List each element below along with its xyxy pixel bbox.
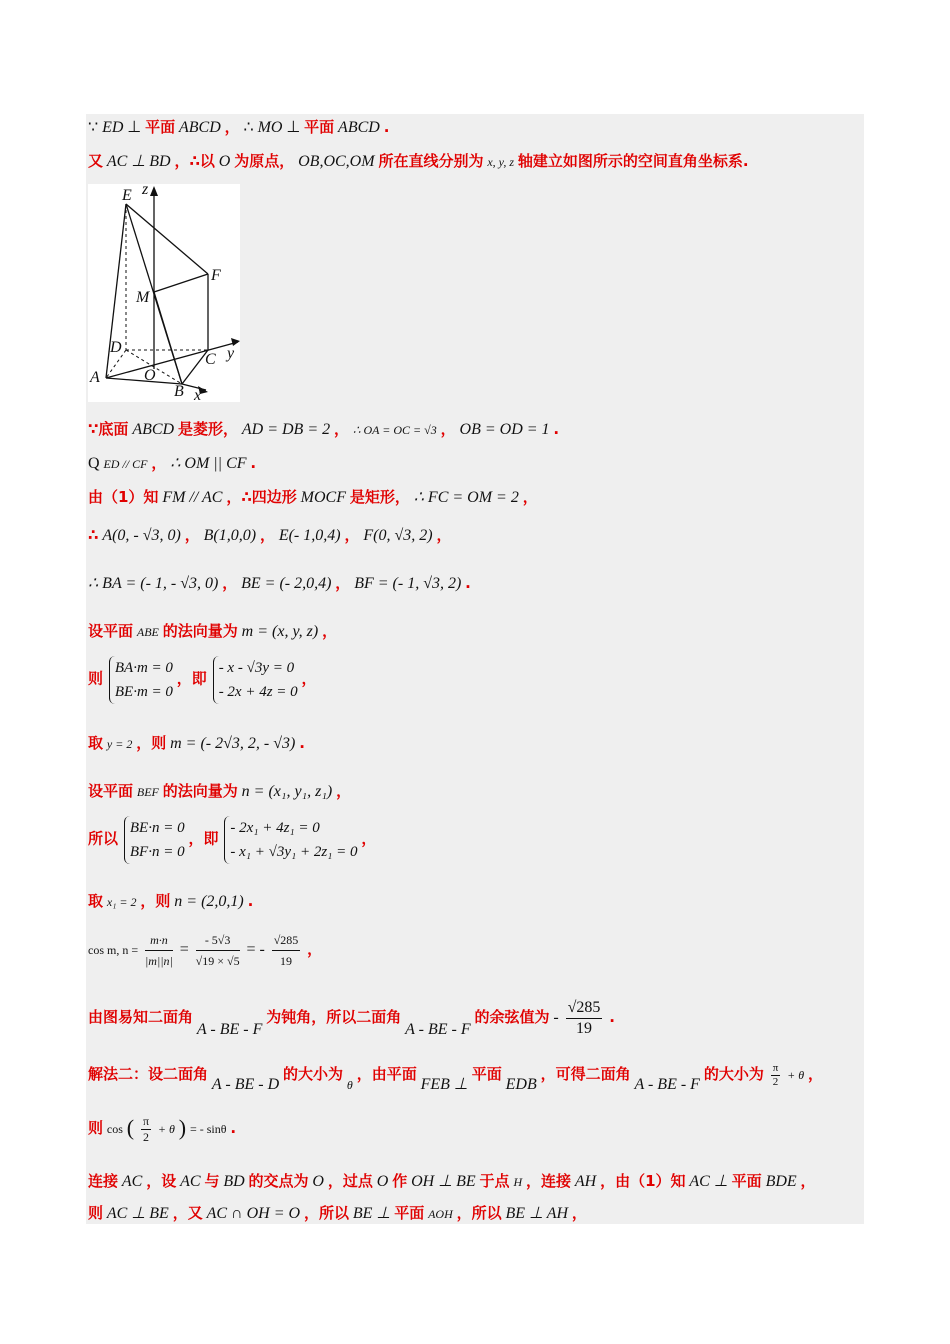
math-ac-cap-oh: AC ∩ OH = O xyxy=(206,1205,301,1222)
line-7 xyxy=(88,572,471,593)
text: ，又 xyxy=(172,1204,203,1222)
normal-vector-m: m = (x, y, z) xyxy=(241,623,319,640)
point-b: B(1,0,0) xyxy=(203,527,257,544)
text: ， xyxy=(184,526,200,544)
text: 与 xyxy=(204,1172,220,1190)
text: 平面 xyxy=(394,1204,425,1222)
label-y: y xyxy=(227,345,235,362)
math-fm-ac: FM // AC xyxy=(162,489,223,506)
text: ，则 xyxy=(140,892,171,910)
math-y2: y = 2 xyxy=(106,737,133,751)
text: . xyxy=(230,1119,237,1138)
equation: - x - √3y = 0 xyxy=(218,660,295,676)
math-xyz: x, y, z xyxy=(487,155,514,169)
equation: BE·m = 0 xyxy=(114,684,173,700)
geometry-figure xyxy=(88,184,240,402)
text: ， xyxy=(151,454,167,472)
math-dihedral: A - BE - F xyxy=(634,1076,700,1094)
label-O: O xyxy=(144,367,156,384)
vector-bf: BF = (- 1, √3, 2) xyxy=(354,575,462,592)
fraction-numerator: π xyxy=(142,1114,150,1128)
text: ， xyxy=(336,782,352,800)
text: ，可得二面角 xyxy=(540,1065,631,1084)
math-be-perp: BE ⊥ xyxy=(352,1205,391,1222)
text: 则 xyxy=(88,1204,104,1222)
label-B: B xyxy=(174,383,184,400)
math-ad-db: AD = DB = 2 xyxy=(241,421,331,438)
fraction xyxy=(145,930,173,971)
vector-be: BE = (- 2,0,4) xyxy=(241,575,332,592)
line-13 xyxy=(88,890,253,911)
text-comma: ， xyxy=(224,118,240,136)
equation: BE·n = 0 xyxy=(129,820,185,836)
equals: = xyxy=(179,941,189,959)
text: 是矩形， xyxy=(349,488,410,506)
text: ，所以 xyxy=(303,1204,349,1222)
math-ac-perp: AC ⊥ xyxy=(689,1173,728,1190)
equation: - x₁ + √3y₁ + 2z₁ = 0 xyxy=(230,844,358,860)
text: 的法向量为 xyxy=(162,622,238,640)
label-C: C xyxy=(205,351,216,368)
text: ，即 xyxy=(176,669,207,688)
math-theta: θ xyxy=(346,1078,353,1093)
math-x1: x₁ = 2 xyxy=(106,895,137,909)
system-brace xyxy=(109,656,173,704)
equation: - 2x₁ + 4z₁ = 0 xyxy=(230,820,320,836)
text: ， xyxy=(322,622,338,640)
line-5 xyxy=(88,486,538,507)
label-z: z xyxy=(142,184,149,198)
text: ， xyxy=(440,420,456,438)
because-symbol: ∵ xyxy=(88,119,99,136)
text: ，由平面 xyxy=(356,1065,417,1084)
line-14 xyxy=(88,930,322,971)
text: ， xyxy=(333,420,349,438)
plus-theta: + θ xyxy=(787,1068,805,1083)
line-17 xyxy=(88,1114,236,1145)
math-dihedral-d: A - BE - D xyxy=(211,1076,280,1094)
line-9 xyxy=(88,656,317,704)
line-6 xyxy=(88,524,451,545)
fraction-denominator: |m||n| xyxy=(144,954,173,968)
fraction-numerator: - 5√3 xyxy=(196,930,240,951)
text: ， xyxy=(222,574,238,592)
text: ， xyxy=(307,940,323,959)
fraction-denominator: √19 × √5 xyxy=(195,954,240,968)
math-feb: FEB ⊥ xyxy=(420,1076,468,1094)
text: 所以 xyxy=(88,829,119,848)
line-16 xyxy=(88,1062,823,1094)
text: ， xyxy=(344,526,360,544)
perp-symbol: ⊥ xyxy=(127,119,142,136)
text: ∵底面 xyxy=(88,420,129,438)
text: . xyxy=(465,574,471,592)
line-19 xyxy=(88,1202,587,1223)
fraction-numerator: √285 xyxy=(566,998,603,1019)
math-mocf: MOCF xyxy=(300,489,346,506)
math-abe: ABE xyxy=(136,625,159,639)
text: 的交点为 xyxy=(248,1172,309,1190)
fraction xyxy=(566,998,603,1039)
text: ， xyxy=(571,1204,587,1222)
normal-vector-m-value: m = (- 2√3, 2, - √3) xyxy=(170,735,296,752)
math-oa-oc: ∴ OA = OC = √3 xyxy=(352,423,437,437)
system-brace xyxy=(224,816,357,864)
math-mo: MO xyxy=(257,119,283,136)
text: ，∴以 xyxy=(174,152,215,170)
right-paren: ) xyxy=(178,1115,187,1141)
math-ob-oc-om: OB,OC,OM xyxy=(298,153,375,170)
label-A: A xyxy=(90,369,100,386)
label-D: D xyxy=(110,339,122,356)
math-abcd: ABCD xyxy=(338,119,380,136)
math-ac-perp-be: AC ⊥ BE xyxy=(106,1205,169,1222)
normal-vector-n-value: n = (2,0,1) xyxy=(174,893,244,910)
fraction-denominator: 2 xyxy=(772,1076,779,1088)
text: ， xyxy=(301,669,317,688)
text-period: . xyxy=(383,118,390,136)
line-3 xyxy=(88,418,559,439)
fraction-denominator: 2 xyxy=(143,1130,149,1144)
math-ob-od: OB = OD = 1 xyxy=(459,421,550,438)
text: . xyxy=(299,734,305,752)
text: 连接 xyxy=(88,1172,119,1190)
equation: BF·n = 0 xyxy=(129,844,185,860)
math-bef: BEF xyxy=(136,785,159,799)
text: 是菱形， xyxy=(177,420,238,438)
equation: BA·m = 0 xyxy=(114,660,173,676)
equals-minus: = - xyxy=(246,941,265,959)
math-dihedral: A - BE - F xyxy=(405,1021,471,1039)
math-bd: BD xyxy=(223,1173,245,1190)
text: ， xyxy=(522,488,538,506)
line-4 xyxy=(88,452,256,473)
minus: - xyxy=(553,1009,559,1027)
text: 由图易知二面角 xyxy=(88,1008,194,1027)
text: 于点 xyxy=(479,1172,510,1190)
text: ，∴四边形 xyxy=(226,488,297,506)
text: 设平面 xyxy=(88,782,134,800)
line-15 xyxy=(88,998,615,1039)
text: 平面 xyxy=(731,1172,762,1190)
text: 的大小为 xyxy=(703,1065,764,1084)
label-M: M xyxy=(136,289,150,306)
fraction-numerator: m·n xyxy=(145,930,173,951)
minus-sin-theta: = - sinθ xyxy=(189,1122,227,1137)
label-E: E xyxy=(122,187,132,204)
label-x: x xyxy=(194,387,202,402)
cos-label: cos xyxy=(106,1122,123,1137)
line-1 xyxy=(88,116,389,137)
math-ah: AH xyxy=(574,1173,597,1190)
line-2 xyxy=(88,150,749,171)
math-fc-om: ∴ FC = OM = 2 xyxy=(413,489,519,506)
text: ，即 xyxy=(188,829,219,848)
line-11 xyxy=(88,780,351,801)
fraction xyxy=(196,930,240,971)
text: 的大小为 xyxy=(283,1065,344,1084)
fraction xyxy=(272,930,301,971)
left-paren: ( xyxy=(126,1115,135,1141)
text: . xyxy=(247,892,254,910)
text: ，连接 xyxy=(525,1172,571,1190)
math-dihedral: A - BE - F xyxy=(196,1021,263,1039)
text: . xyxy=(553,420,560,438)
text: . xyxy=(609,1008,615,1027)
math-abcd: ABCD xyxy=(178,119,221,136)
fraction xyxy=(141,1114,151,1145)
point-a: A(0, - √3, 0) xyxy=(102,527,181,544)
text: ，设 xyxy=(146,1172,177,1190)
math-ed: ED xyxy=(102,119,124,136)
text: ， xyxy=(361,829,377,848)
math-o: O xyxy=(312,1173,324,1190)
text: ， xyxy=(808,1065,824,1084)
fraction-denominator: 19 xyxy=(280,954,292,968)
text-plane: 平面 xyxy=(145,118,176,136)
math-o: O xyxy=(218,153,231,170)
label-F: F xyxy=(211,267,221,284)
normal-vector-n: n = (x₁, y₁, z₁) xyxy=(241,783,333,800)
pyramid-diagram xyxy=(88,184,240,402)
math-aoh: AOH xyxy=(428,1207,453,1221)
line-8 xyxy=(88,620,337,641)
math-h: H xyxy=(513,1175,523,1189)
math-om-cf: ∴ OM || CF xyxy=(170,455,247,472)
perp-symbol: ⊥ xyxy=(286,119,301,136)
line-10 xyxy=(88,732,305,753)
text: 作 xyxy=(392,1172,408,1190)
fraction xyxy=(771,1062,781,1089)
text: 所在直线分别为 xyxy=(378,152,484,170)
cos-label: cos m, n = xyxy=(88,943,139,958)
text: ，则 xyxy=(136,734,167,752)
vector-ba: ∴ BA = (- 1, - √3, 0) xyxy=(88,575,219,592)
text: ，过点 xyxy=(327,1172,373,1190)
text: 为原点， xyxy=(234,152,295,170)
math-ac: AC xyxy=(180,1173,201,1190)
math-edb: EDB xyxy=(505,1076,537,1094)
text: ， xyxy=(335,574,351,592)
text: 则 xyxy=(88,1119,104,1138)
text: 为钝角，所以二面角 xyxy=(266,1008,402,1027)
text: 设平面 xyxy=(88,622,134,640)
fraction-numerator: √285 xyxy=(272,930,301,951)
fraction-numerator: π xyxy=(772,1062,779,1074)
text: 取 xyxy=(88,892,104,910)
math-ac-perp-bd: AC ⊥ BD xyxy=(106,153,171,170)
math-ac: AC xyxy=(121,1173,143,1190)
text: ， xyxy=(259,526,275,544)
equation: - 2x + 4z = 0 xyxy=(218,684,298,700)
math-abcd: ABCD xyxy=(132,421,175,438)
plus-theta: + θ xyxy=(157,1122,175,1137)
line-18 xyxy=(88,1170,816,1191)
math-ed-cf: ED // CF xyxy=(103,457,148,471)
text: ∴ xyxy=(88,526,99,544)
math-be-perp-ah: BE ⊥ AH xyxy=(505,1205,569,1222)
therefore-symbol: ∴ xyxy=(243,119,254,136)
text: 的余弦值为 xyxy=(474,1008,550,1027)
line-12 xyxy=(88,816,376,864)
text: 轴建立如图所示的空间直角坐标系. xyxy=(517,152,749,170)
point-e: E(- 1,0,4) xyxy=(278,527,341,544)
point-f: F(0, √3, 2) xyxy=(363,527,433,544)
text: ，由（1）知 xyxy=(600,1172,686,1190)
text: . xyxy=(250,454,257,472)
math-o: O xyxy=(376,1173,389,1190)
math-bde: BDE xyxy=(765,1173,797,1190)
text: ， xyxy=(436,526,452,544)
text: 由（1）知 xyxy=(88,488,159,506)
text: ， xyxy=(800,1172,816,1190)
text: 平面 xyxy=(471,1065,502,1084)
text-plane: 平面 xyxy=(304,118,335,136)
fraction-denominator: 19 xyxy=(575,1020,592,1037)
text: 则 xyxy=(88,669,104,688)
text: 解法二：设二面角 xyxy=(88,1065,209,1084)
text: ，所以 xyxy=(456,1204,502,1222)
math-oh-perp-be: OH ⊥ BE xyxy=(411,1173,476,1190)
q-symbol: Q xyxy=(88,455,100,472)
system-brace xyxy=(124,816,185,864)
text: 又 xyxy=(88,152,104,170)
text: 的法向量为 xyxy=(162,782,238,800)
system-brace xyxy=(213,656,298,704)
text: 取 xyxy=(88,734,104,752)
